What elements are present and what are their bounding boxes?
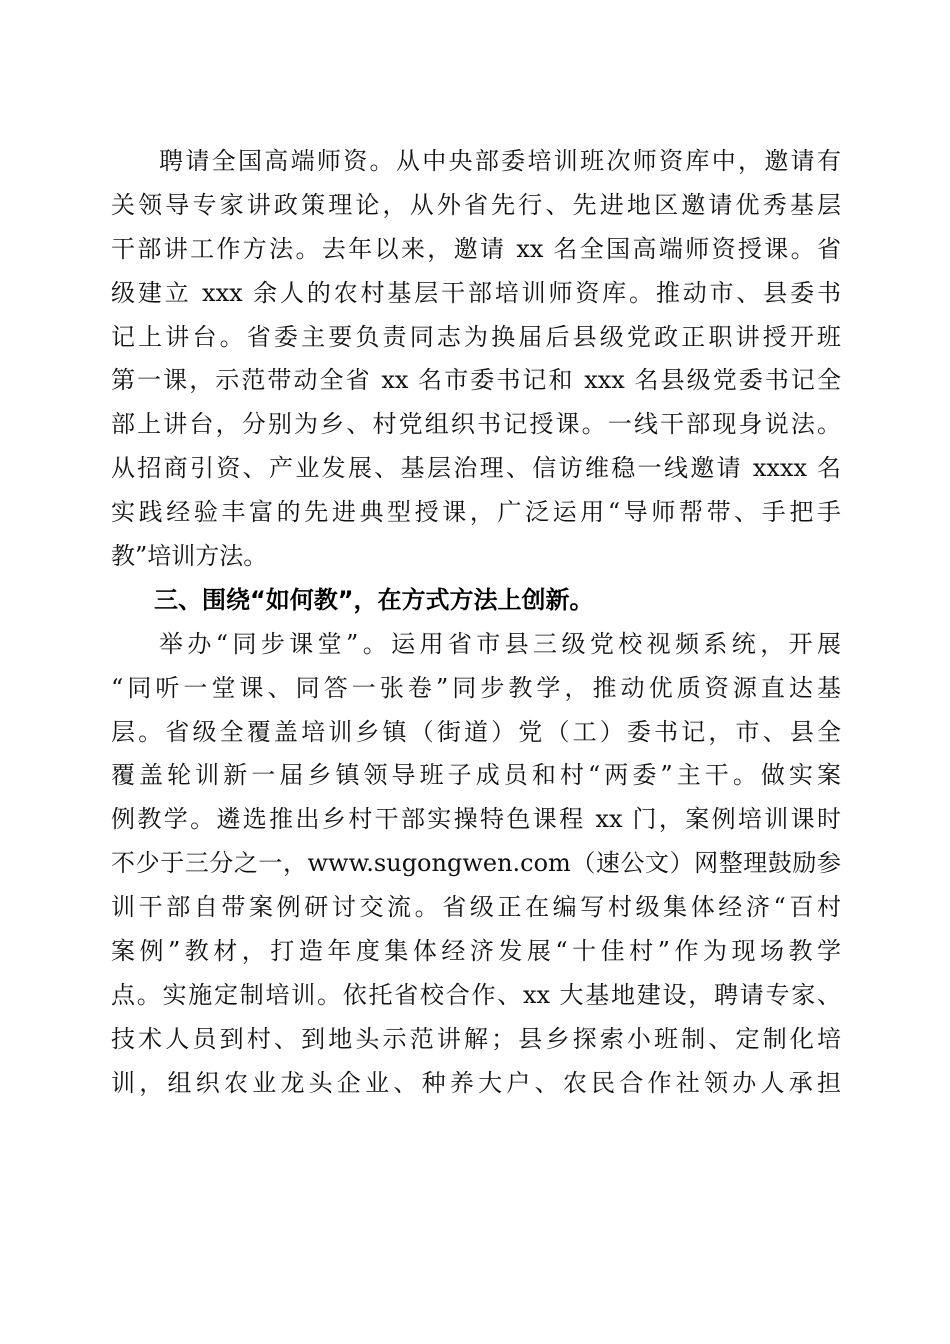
text-line: 覆盖轮训新一届乡镇领导班子成员和村“两委”主干。做实案	[111, 761, 841, 790]
text-line: 点。实施定制培训。依托省校合作、xx 大基地建设，聘请专家、	[111, 980, 841, 1009]
text-line: 从招商引资、产业发展、基层治理、信访维稳一线邀请 xxxx 名	[111, 454, 841, 483]
text-line: “同听一堂课、同答一张卷”同步教学，推动优质资源直达基	[111, 673, 841, 702]
text-line: 关领导专家讲政策理论，从外省先行、先进地区邀请优秀基层	[111, 190, 841, 219]
section-heading: 三、围绕“如何教”，在方式方法上创新。	[154, 585, 594, 614]
text-line: 层。省级全覆盖培训乡镇（街道）党（工）委书记，市、县全	[111, 717, 841, 746]
text-line: 不少于三分之一，www.sugongwen.com（速公文）网整理鼓励参	[111, 849, 841, 878]
text-line: 举办“同步课堂”。运用省市县三级党校视频系统，开展	[159, 629, 841, 658]
text-line: 实践经验丰富的先进典型授课，广泛运用“导师帮带、手把手	[111, 498, 841, 527]
text-line: 级建立 xxx 余人的农村基层干部培训师资库。推动市、县委书	[111, 278, 841, 307]
text-line: 教”培训方法。	[111, 542, 268, 571]
text-line: 聘请全国高端师资。从中央部委培训班次师资库中，邀请有	[159, 147, 841, 175]
document-body	[111, 140, 841, 1106]
text-line: 记上讲台。省委主要负责同志为换届后县级党政正职讲授开班	[111, 322, 841, 351]
text-line: 第一课，示范带动全省 xx 名市委书记和 xxx 名县级党委书记全	[111, 366, 841, 395]
text-line: 训，组织农业龙头企业、种养大户、农民合作社领办人承担	[111, 1068, 841, 1097]
text-line: 案例”教材，打造年度集体经济发展“十佳村”作为现场教学	[111, 937, 841, 966]
text-line: 技术人员到村、到地头示范讲解；县乡探索小班制、定制化培	[111, 1024, 841, 1053]
text-line: 部上讲台，分别为乡、村党组织书记授课。一线干部现身说法。	[111, 410, 841, 439]
text-line: 例教学。遴选推出乡村干部实操特色课程 xx 门，案例培训课时	[111, 805, 841, 834]
text-line: 训干部自带案例研讨交流。省级正在编写村级集体经济“百村	[111, 893, 841, 922]
text-line: 干部讲工作方法。去年以来，邀请 xx 名全国高端师资授课。省	[111, 234, 841, 263]
